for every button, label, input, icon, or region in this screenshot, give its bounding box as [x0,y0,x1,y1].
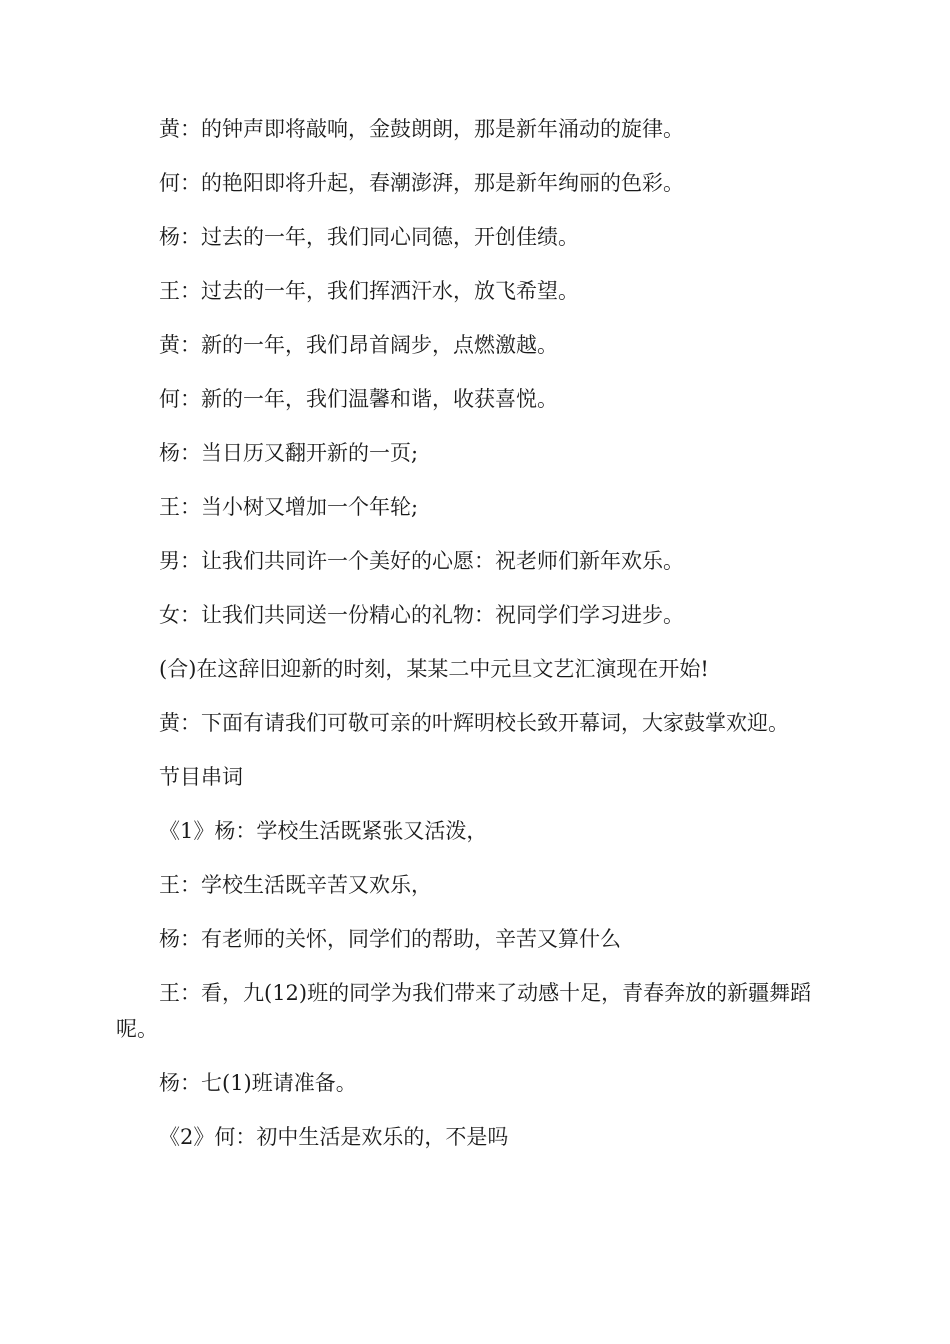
paragraph: 王：学校生活既辛苦又欢乐， [159,873,432,897]
section-heading: 节目串词 [159,765,243,789]
paragraph: 黄：的钟声即将敲响，金鼓朗朗，那是新年涌动的旋律。 [159,117,684,141]
paragraph: 杨：当日历又翻开新的一页; [159,441,419,465]
paragraph: 杨：七(1)班请准备。 [159,1071,357,1095]
paragraph: 《1》杨：学校生活既紧张又活泼， [159,819,488,843]
paragraph: 黄：新的一年，我们昂首阔步，点燃激越。 [159,333,558,357]
paragraph: (合)在这辞旧迎新的时刻，某某二中元旦文艺汇演现在开始! [159,657,709,681]
paragraph: 《2》何：初中生活是欢乐的，不是吗 [159,1125,509,1149]
paragraph: 女：让我们共同送一份精心的礼物：祝同学们学习进步。 [159,603,684,627]
paragraph: 王：当小树又增加一个年轮; [159,495,419,519]
paragraph: 王：看，九(12)班的同学为我们带来了动感十足，青春奔放的新疆舞蹈呢。 [116,981,812,1041]
paragraph: 男：让我们共同许一个美好的心愿：祝老师们新年欢乐。 [159,549,684,573]
paragraph: 杨：有老师的关怀，同学们的帮助，辛苦又算什么 [159,927,621,951]
paragraph: 何：新的一年，我们温馨和谐，收获喜悦。 [159,387,558,411]
document-body [116,111,838,1173]
paragraph: 杨：过去的一年，我们同心同德，开创佳绩。 [159,225,579,249]
paragraph: 何：的艳阳即将升起，春潮澎湃，那是新年绚丽的色彩。 [159,171,684,195]
paragraph: 黄：下面有请我们可敬可亲的叶辉明校长致开幕词，大家鼓掌欢迎。 [159,711,789,735]
paragraph: 王：过去的一年，我们挥洒汗水，放飞希望。 [159,279,579,303]
